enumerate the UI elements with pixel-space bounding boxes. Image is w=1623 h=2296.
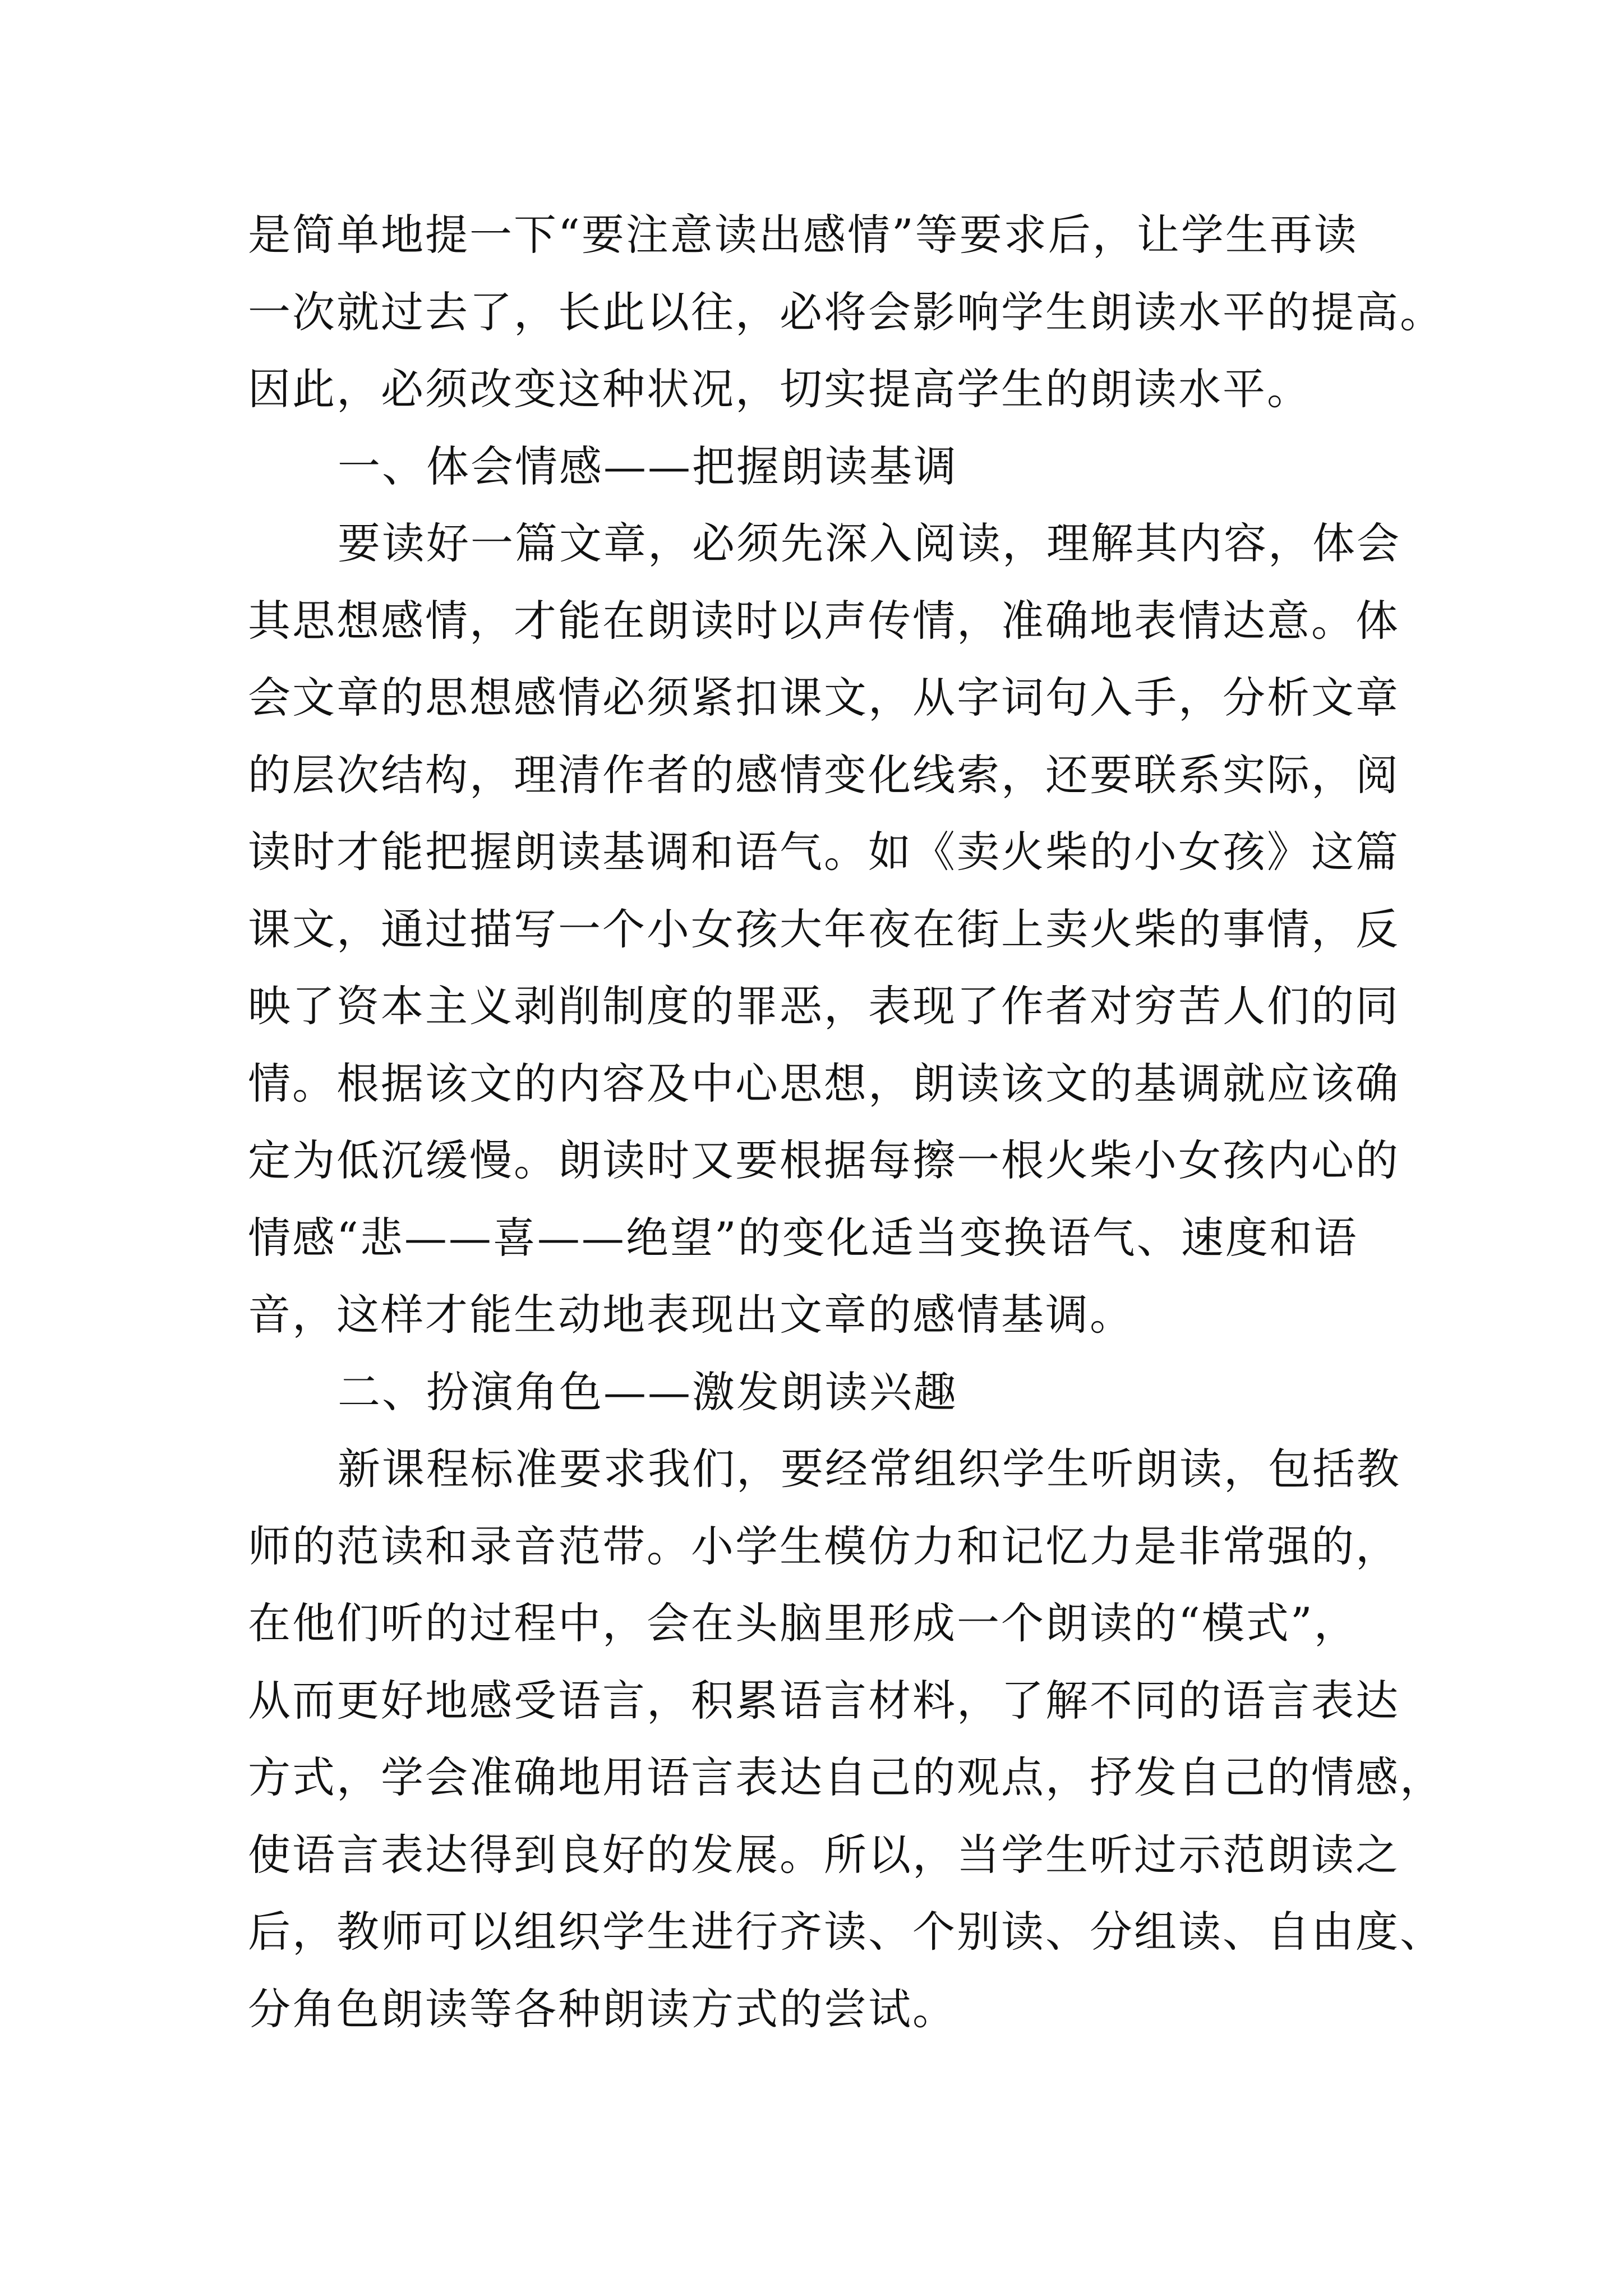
- text-line: 音，这样才能生动地表现出文章的感情基调。: [248, 1290, 1134, 1340]
- text-line: 方式，学会准确地用语言表达自己的观点，抒发自己的情感，: [248, 1752, 1444, 1802]
- text-line: 读时才能把握朗读基调和语气。如《卖火柴的小女孩》这篇: [248, 827, 1400, 877]
- paragraph-start: 要读好一篇文章，必须先深入阅读，理解其内容，体会: [338, 518, 1401, 568]
- text-line: 师的范读和录音范带。小学生模仿力和记忆力是非常强的，: [248, 1521, 1400, 1571]
- text-line: 分角色朗读等各种朗读方式的尝试。: [248, 1984, 957, 2034]
- text-line: 定为低沉缓慢。朗读时又要根据每擦一根火柴小女孩内心的: [248, 1135, 1400, 1185]
- text-line: 一次就过去了，长此以往，必将会影响学生朗读水平的提高。: [248, 287, 1444, 337]
- text-line: 课文，通过描写一个小女孩大年夜在街上卖火柴的事情，反: [248, 904, 1400, 954]
- text-line: 在他们听的过程中，会在头脑里形成一个朗读的“模式”，: [248, 1598, 1358, 1648]
- text-line: 映了资本主义剥削制度的罪恶，表现了作者对穷苦人们的同: [248, 981, 1400, 1031]
- text-line: 其思想感情，才能在朗读时以声传情，准确地表情达意。体: [248, 595, 1400, 646]
- text-line: 会文章的思想感情必须紧扣课文，从字词句入手，分析文章: [248, 673, 1400, 723]
- text-line: 因此，必须改变这种状况，切实提高学生的朗读水平。: [248, 364, 1311, 414]
- text-line: 是简单地提一下“要注意读出感情”等要求后，让学生再读: [248, 210, 1358, 260]
- article-body: [248, 196, 1444, 2047]
- text-line: 情感“悲——喜——绝望”的变化适当变换语气、速度和语: [248, 1212, 1358, 1263]
- text-line: 从而更好地感受语言，积累语言材料，了解不同的语言表达: [248, 1675, 1400, 1726]
- text-line: 情。根据该文的内容及中心思想，朗读该文的基调就应该确: [248, 1058, 1400, 1108]
- text-line: 后，教师可以组织学生进行齐读、个别读、分组读、自由度、: [248, 1907, 1444, 1957]
- text-line: 的层次结构，理清作者的感情变化线索，还要联系实际，阅: [248, 749, 1400, 800]
- section-heading-1: 一、体会情感——把握朗读基调: [338, 441, 958, 491]
- paragraph-start: 新课程标准要求我们，要经常组织学生听朗读，包括教: [338, 1444, 1401, 1494]
- text-line: 使语言表达得到良好的发展。所以，当学生听过示范朗读之: [248, 1829, 1400, 1880]
- section-heading-2: 二、扮演角色——激发朗读兴趣: [338, 1366, 958, 1417]
